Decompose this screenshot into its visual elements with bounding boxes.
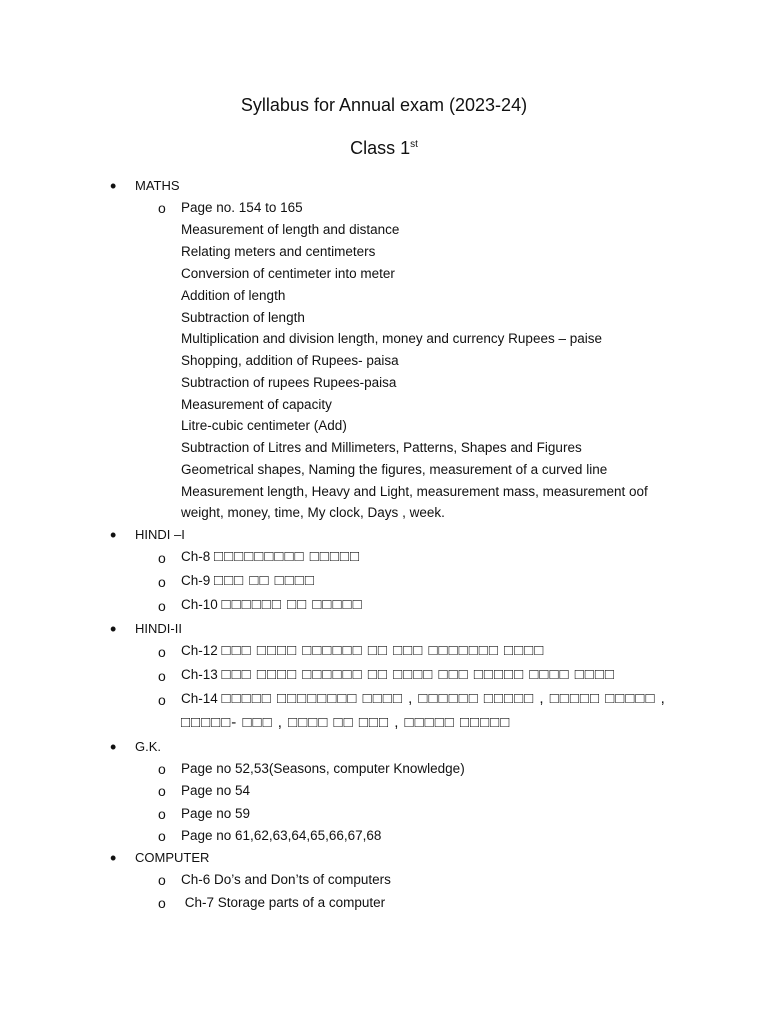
bullet-circle: o bbox=[158, 806, 166, 822]
bullet-disc: • bbox=[110, 619, 117, 639]
maths-line: Addition of length bbox=[181, 288, 286, 303]
maths-line: Measurement of length and distance bbox=[181, 222, 400, 237]
bullet-circle: o bbox=[158, 761, 166, 777]
class-label: Class 1 bbox=[350, 138, 411, 158]
section-title-computer: COMPUTER bbox=[135, 850, 210, 865]
chapter-title: □□□□□□□□□ □□□□□ bbox=[214, 548, 361, 565]
chapter-title: □□□ □□□□ □□□□□□ □□ □□□ □□□□□□□ □□□□ bbox=[221, 642, 545, 659]
hindi1-item bbox=[181, 596, 363, 614]
gk-item: Page no 54 bbox=[181, 783, 251, 798]
chapter-title-continued: □□□□□- □□□ , □□□□ □□ □□□ , □□□□□ □□□□□ bbox=[181, 714, 511, 731]
maths-line: Measurement length, Heavy and Light, measurement mass, measurement oof bbox=[181, 484, 648, 499]
gk-item: Page no 59 bbox=[181, 806, 251, 821]
hindi2-item bbox=[181, 690, 666, 708]
chapter-title: □□□□□□ □□ □□□□□ bbox=[221, 596, 363, 613]
bullet-circle: o bbox=[158, 668, 166, 684]
hindi2-item bbox=[181, 642, 544, 660]
hindi2-item bbox=[181, 666, 615, 684]
bullet-circle: o bbox=[158, 598, 166, 614]
maths-line: weight, money, time, My clock, Days , week. bbox=[181, 505, 445, 520]
class-superscript: st bbox=[410, 139, 418, 150]
maths-line: Measurement of capacity bbox=[181, 397, 332, 412]
section-title-hindi-2: HINDI-II bbox=[135, 621, 182, 636]
chapter-title: □□□ □□□□ □□□□□□ □□ □□□□ □□□ □□□□□ □□□□ □□□□ bbox=[221, 666, 615, 683]
chapter-number: Ch-8 bbox=[181, 549, 211, 564]
chapter-number: Ch-14 bbox=[181, 691, 218, 706]
hindi1-item bbox=[181, 548, 360, 566]
section-title-hindi-1: HINDI –I bbox=[135, 527, 185, 542]
chapter-title: □□□ □□ □□□□ bbox=[214, 572, 315, 589]
bullet-circle: o bbox=[158, 550, 166, 566]
bullet-circle: o bbox=[158, 872, 166, 888]
maths-line: Page no. 154 to 165 bbox=[181, 200, 303, 215]
chapter-number: Ch-12 bbox=[181, 643, 218, 658]
maths-line: Subtraction of length bbox=[181, 310, 305, 325]
gk-item: Page no 52,53(Seasons, computer Knowledge) bbox=[181, 761, 465, 776]
gk-item: Page no 61,62,63,64,65,66,67,68 bbox=[181, 828, 382, 843]
section-title-maths: MATHS bbox=[135, 178, 180, 193]
hindi1-item bbox=[181, 572, 315, 590]
bullet-circle: o bbox=[158, 895, 166, 911]
maths-line: Multiplication and division length, money and currency Rupees – paise bbox=[181, 331, 602, 346]
bullet-disc: • bbox=[110, 176, 117, 196]
section-title-gk: G.K. bbox=[135, 739, 162, 754]
bullet-circle: o bbox=[158, 692, 166, 708]
bullet-circle: o bbox=[158, 644, 166, 660]
chapter-number: Ch-10 bbox=[181, 597, 218, 612]
bullet-disc: • bbox=[110, 525, 117, 545]
bullet-circle: o bbox=[158, 828, 166, 844]
computer-item: Ch-6 Do’s and Don’ts of computers bbox=[181, 872, 391, 887]
bullet-circle: o bbox=[158, 200, 166, 216]
maths-line: Conversion of centimeter into meter bbox=[181, 266, 395, 281]
chapter-title: □□□□□ □□□□□□□□ □□□□ , □□□□□□ □□□□□ , □□□□□ □□□□□ , bbox=[221, 690, 666, 707]
maths-line: Shopping, addition of Rupees- paisa bbox=[181, 353, 399, 368]
bullet-disc: • bbox=[110, 737, 117, 757]
chapter-number: Ch-9 bbox=[181, 573, 211, 588]
maths-line: Subtraction of Litres and Millimeters, Patterns, Shapes and Figures bbox=[181, 440, 582, 455]
maths-line: Geometrical shapes, Naming the figures, measurement of a curved line bbox=[181, 462, 608, 477]
maths-line: Subtraction of rupees Rupees-paisa bbox=[181, 375, 397, 390]
computer-item: Ch-7 Storage parts of a computer bbox=[181, 895, 386, 910]
class-heading bbox=[0, 138, 768, 159]
maths-line: Relating meters and centimeters bbox=[181, 244, 376, 259]
maths-line: Litre-cubic centimeter (Add) bbox=[181, 418, 347, 433]
hindi2-continuation bbox=[181, 714, 510, 732]
document-title: Syllabus for Annual exam (2023-24) bbox=[240, 95, 528, 115]
bullet-circle: o bbox=[158, 574, 166, 590]
bullet-circle: o bbox=[158, 783, 166, 799]
bullet-disc: • bbox=[110, 848, 117, 868]
chapter-number: Ch-13 bbox=[181, 667, 218, 682]
